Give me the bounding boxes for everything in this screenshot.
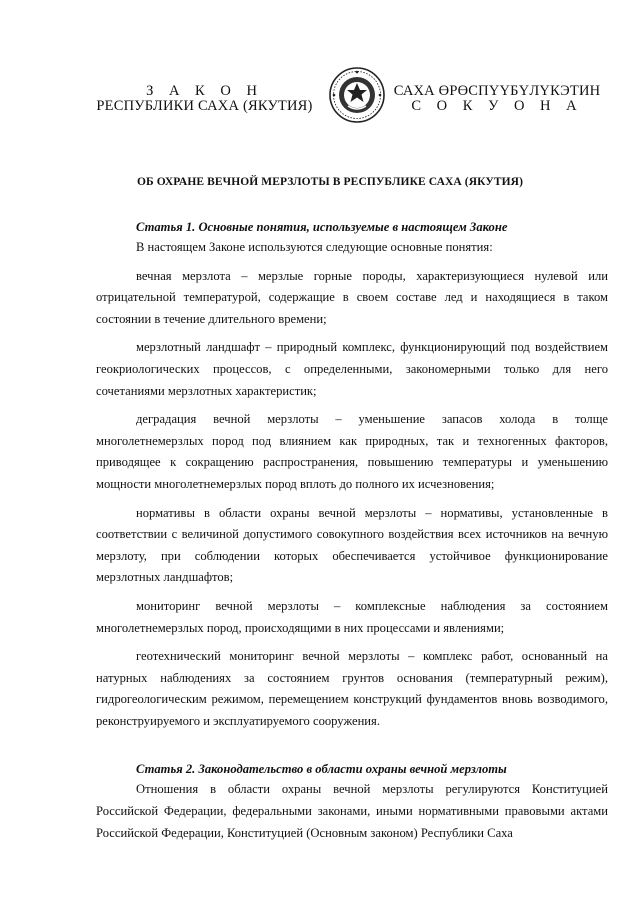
header-right-block xyxy=(386,84,608,114)
article-1-intro: В настоящем Законе используются следующие основные понятия: xyxy=(136,240,493,254)
header-republic-label: РЕСПУБЛИКИ САХА (ЯКУТИЯ) xyxy=(96,98,313,114)
definition-permafrost-degradation: деградация вечной мерзлоты – уменьшение запасов холода в толще многолетнемерзлых пород под влиянием как природных, так и техногенных факторов, приводящее к сокращению распространения, повышению температуры и уменьшению мощности многолетнемерзлых пород вплоть до полного их исчезновения; xyxy=(96,412,608,491)
header-law-label: З А К О Н xyxy=(146,83,263,99)
definition-permafrost-monitoring: мониторинг вечной мерзлоты – комплексные наблюдения за состоянием многолетнемерзлых пород, происходящими в них процессами и явлениями; xyxy=(96,598,608,635)
article-2-heading: Статья 2. Законодательство в области охраны вечной мерзлоты xyxy=(136,762,507,777)
article-2-text: Отношения в области охраны вечной мерзлоты регулируются Конституцией Российской Федерации, федеральными законами, иными нормативными правовыми актами Российской Федерации, Конституцией (Основным законом) Республики Саха xyxy=(96,782,608,840)
header-left-block xyxy=(92,84,317,114)
sakha-coat-of-arms-icon xyxy=(328,66,386,124)
header-law-label-yakut: С О К У О Н А xyxy=(411,98,583,114)
definition-permafrost: вечная мерзлота – мерзлые горные породы, характеризующиеся нулевой или отрицательной температурой, содержащие в своем составе лед и находящиеся в таком состоянии в течение длительного времени; xyxy=(96,268,608,326)
law-title: ОБ ОХРАНЕ ВЕЧНОЙ МЕРЗЛОТЫ В РЕСПУБЛИКЕ САХА (ЯКУТИЯ) xyxy=(136,176,524,188)
law-body xyxy=(96,218,608,844)
definition-permafrost-landscape: мерзлотный ландшафт – природный комплекс, функционирующий под воздействием геокриологических процессов, с определенными, закономерными только для него сочетаниями мерзлотных характеристик; xyxy=(96,340,608,398)
definition-protection-standards: нормативы в области охраны вечной мерзлоты – нормативы, установленные в соответствии с величиной допустимого совокупного воздействия всех источников на вечную мерзлоту, при соблюдении которых обеспечивается устойчивое функционирование мерзлотных ландшафтов; xyxy=(96,505,608,585)
definition-geotechnical-monitoring: геотехнический мониторинг вечной мерзлоты – комплекс работ, основанный на натурных наблюдениях за состоянием грунтов основания (температурный режим), гидрогеологическим режимом, перемещением конструкций фундаментов вновь возводимого, реконструируемого и эксплуатируемого сооружения. xyxy=(96,649,608,728)
header-republic-label-yakut: САХА ӨРӨСПҮҮБҮЛҮКЭТИН xyxy=(393,83,601,99)
article-1-heading: Статья 1. Основные понятия, используемые в настоящем Законе xyxy=(136,220,508,234)
